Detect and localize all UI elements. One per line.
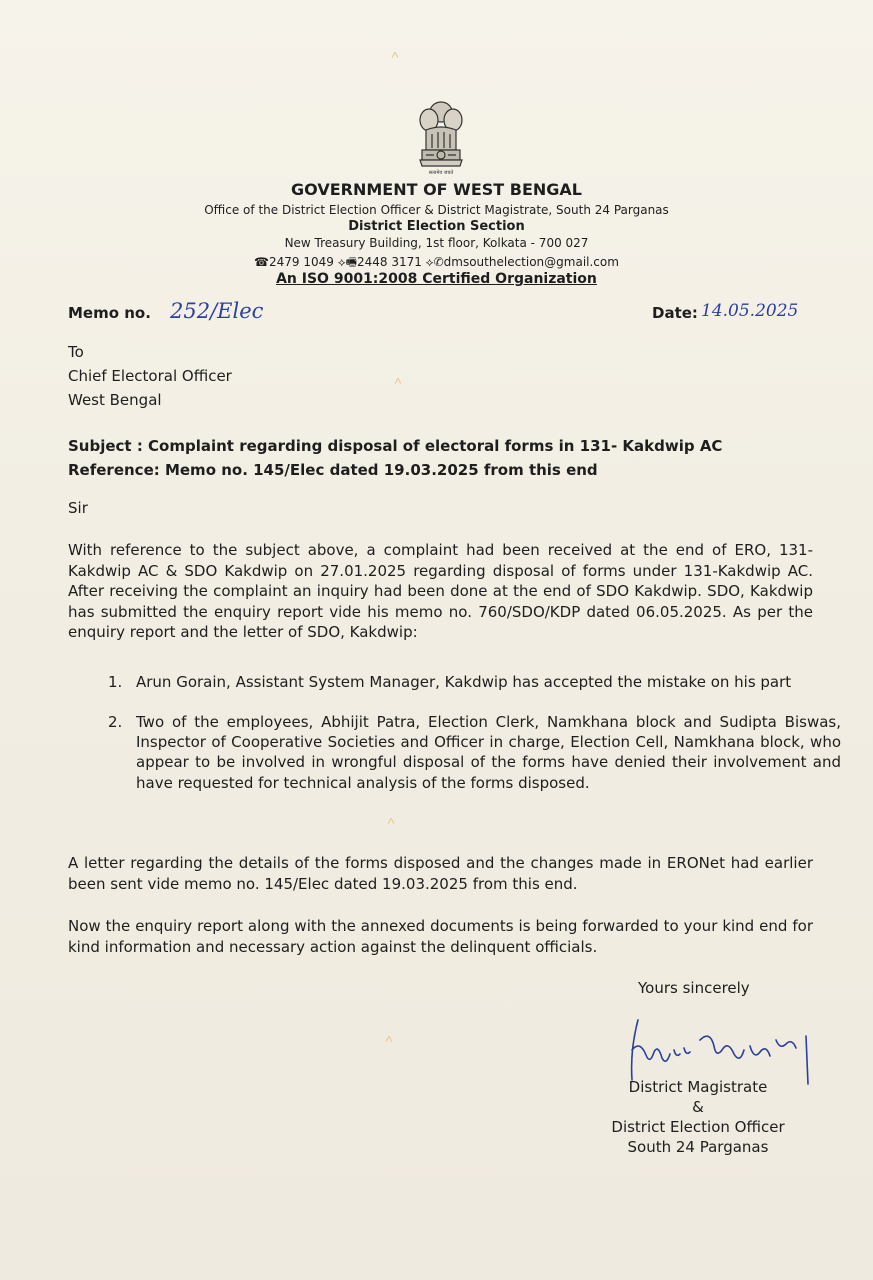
watermark-mark-icon <box>395 378 401 384</box>
memo-date: 14.05.2025 <box>701 301 799 321</box>
memo-label: Memo no. <box>68 304 151 322</box>
memo-number: 252/Elec <box>170 299 264 323</box>
government-title: GOVERNMENT OF WEST BENGAL <box>291 180 582 199</box>
watermark-mark-icon <box>386 1036 392 1042</box>
body-paragraph-3: Now the enquiry report along with the annexed documents is being forwarded to your kind end for kind information and necessary action against the delinquent officials. <box>68 917 813 956</box>
body-paragraph-2: A letter regarding the details of the forms disposed and the changes made in ERONet had earlier been sent vide memo no. 145/Elec dated 19.03.2025 from this end. <box>68 854 813 893</box>
subject-line: Subject : Complaint regarding disposal of electoral forms in 131- Kakdwip AC <box>68 437 723 455</box>
list-item <box>108 712 841 793</box>
watermark-mark-icon <box>392 52 398 58</box>
state-emblem-icon <box>412 98 470 178</box>
signatory-designation-1: District Magistrate <box>628 1078 768 1096</box>
list-item-text: Two of the employees, Abhijit Patra, Election Clerk, Namkhana block and Sudipta Biswas, Inspector of Cooperative Societies and Officer in charge, Election Cell, Namkhana block, who appear to be involved in wrongful disposal of the forms have denied their involvement and have requested for technical analysis of the forms disposed. <box>136 713 841 792</box>
watermark-mark-icon <box>388 818 394 824</box>
recipient-to: To <box>68 343 84 361</box>
recipient-line2: West Bengal <box>68 391 162 409</box>
signatory-block <box>598 1077 798 1157</box>
salutation: Sir <box>68 499 88 517</box>
signatory-ampersand: & <box>692 1098 704 1116</box>
contact-line: ☎2479 1049 ⟡🖷2448 3171 ⟡✆dmsouthelection@gmail.com <box>254 255 619 269</box>
address-line: New Treasury Building, 1st floor, Kolkata - 700 027 <box>284 236 589 250</box>
list-item-number: 1. <box>108 673 123 691</box>
section-line: District Election Section <box>348 219 525 234</box>
signatory-district: South 24 Parganas <box>627 1138 769 1156</box>
emblem-motto: सत्यमेव जयते <box>428 170 454 176</box>
reference-line: Reference: Memo no. 145/Elec dated 19.03.2025 from this end <box>68 461 598 479</box>
recipient-line1: Chief Electoral Officer <box>68 367 232 385</box>
date-label: Date: <box>652 304 698 322</box>
list-item <box>108 672 841 692</box>
list-item-text: Arun Gorain, Assistant System Manager, Kakdwip has accepted the mistake on his part <box>136 673 792 691</box>
iso-certification: An ISO 9001:2008 Certified Organization <box>276 271 597 287</box>
valediction: Yours sincerely <box>638 979 750 997</box>
office-line: Office of the District Election Officer & District Magistrate, South 24 Parganas <box>204 203 669 217</box>
signatory-designation-2: District Election Officer <box>611 1118 785 1136</box>
body-paragraph-1: With reference to the subject above, a complaint had been received at the end of ERO, 131-Kakdwip AC & SDO Kakdwip on 27.01.2025 regarding disposal of forms under 131-Kakdwip AC. After receiving the complaint an inquiry had been done at the end of SDO Kakdwip. SDO, Kakdwip has submitted the enquiry report vide his memo no. 760/SDO/KDP dated 06.05.2025. As per the enquiry report and the letter of SDO, Kakdwip: <box>68 541 813 641</box>
list-item-number: 2. <box>108 713 123 731</box>
